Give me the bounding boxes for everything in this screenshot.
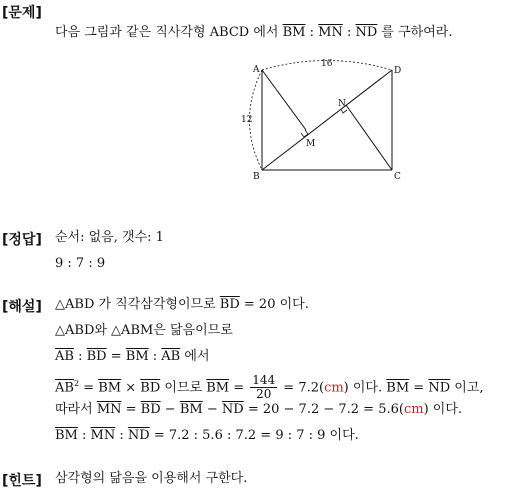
solution-tag: [해설] <box>2 299 42 315</box>
solution-line-2: △ABD와 △ABM은 닮음이므로 <box>55 323 233 338</box>
segment-nd: $\overline{ND}$ <box>355 25 378 40</box>
rectangle-figure <box>235 55 425 185</box>
unit-cm: cm <box>324 380 344 396</box>
solution-line-5: 따라서 $\overline{MN} = \overline{BD} - \overline{BM} - \overline{ND} = 20 - 7.2 - 7.2 = 5.6(cm)$ 이다. <box>55 402 463 417</box>
label-c: C <box>394 172 401 182</box>
unit-cm: cm <box>403 402 424 417</box>
label-b: B <box>253 172 260 182</box>
hint-tag: [힌트] <box>2 473 42 489</box>
hint-text: 삼각형의 닮음을 이용해서 구한다. <box>55 471 248 486</box>
label-length-ab: 12 <box>241 115 253 125</box>
diagonal-bd <box>262 70 392 170</box>
fraction: $\frac{144}{20}$ <box>252 373 276 402</box>
answer-tag: [정답] <box>2 232 42 248</box>
perpendicular-am <box>262 70 306 130</box>
solution-line-1: △ABD 가 직각삼각형이므로 $\overline{BD} = 20$ 이다. <box>55 297 309 312</box>
solution-line-6: $\overline{BM}$ : $\overline{MN}$ : $\overline{ND} = 7.2$ : 5.6 : 7.2 = 9 : 7 : 9 이다. <box>55 428 359 443</box>
label-a: A <box>253 65 260 75</box>
problem-question: 다음 그림과 같은 직사각형 ABCD 에서 $\overline{BM}$ : $\overline{MN}$ : $\overline{ND}$ 를 구하여라. <box>55 25 453 40</box>
solution-line-3: $\overline{AB}$ : $\overline{BD} = \overline{BM}$ : $\overline{AB}$ 에서 <box>55 349 210 364</box>
solution-line-4: $\overline{AB}^2 = \overline{BM} \times \overline{BD}$ 이므로 $\overline{BM}$ = $\frac{144}{20}$ = 7.2(cm) 이다. $\overline{BM} = \overline{ND}$ 이고, <box>55 373 484 402</box>
segment-mn: $\overline{MN}$ <box>318 25 343 40</box>
perpendicular-cn <box>346 105 392 170</box>
problem-tag: [문제] <box>2 5 42 21</box>
answer-line-2: 9 : 7 : 9 <box>55 256 106 271</box>
label-m: M <box>306 139 316 149</box>
right-angle-n <box>341 109 347 113</box>
label-length-ad: 16 <box>321 59 333 69</box>
segment-bm: $\overline{BM}$ <box>282 25 306 40</box>
label-n: N <box>338 99 346 109</box>
answer-line-1: 순서: 없음, 갯수: 1 <box>55 230 164 245</box>
label-d: D <box>394 66 402 76</box>
